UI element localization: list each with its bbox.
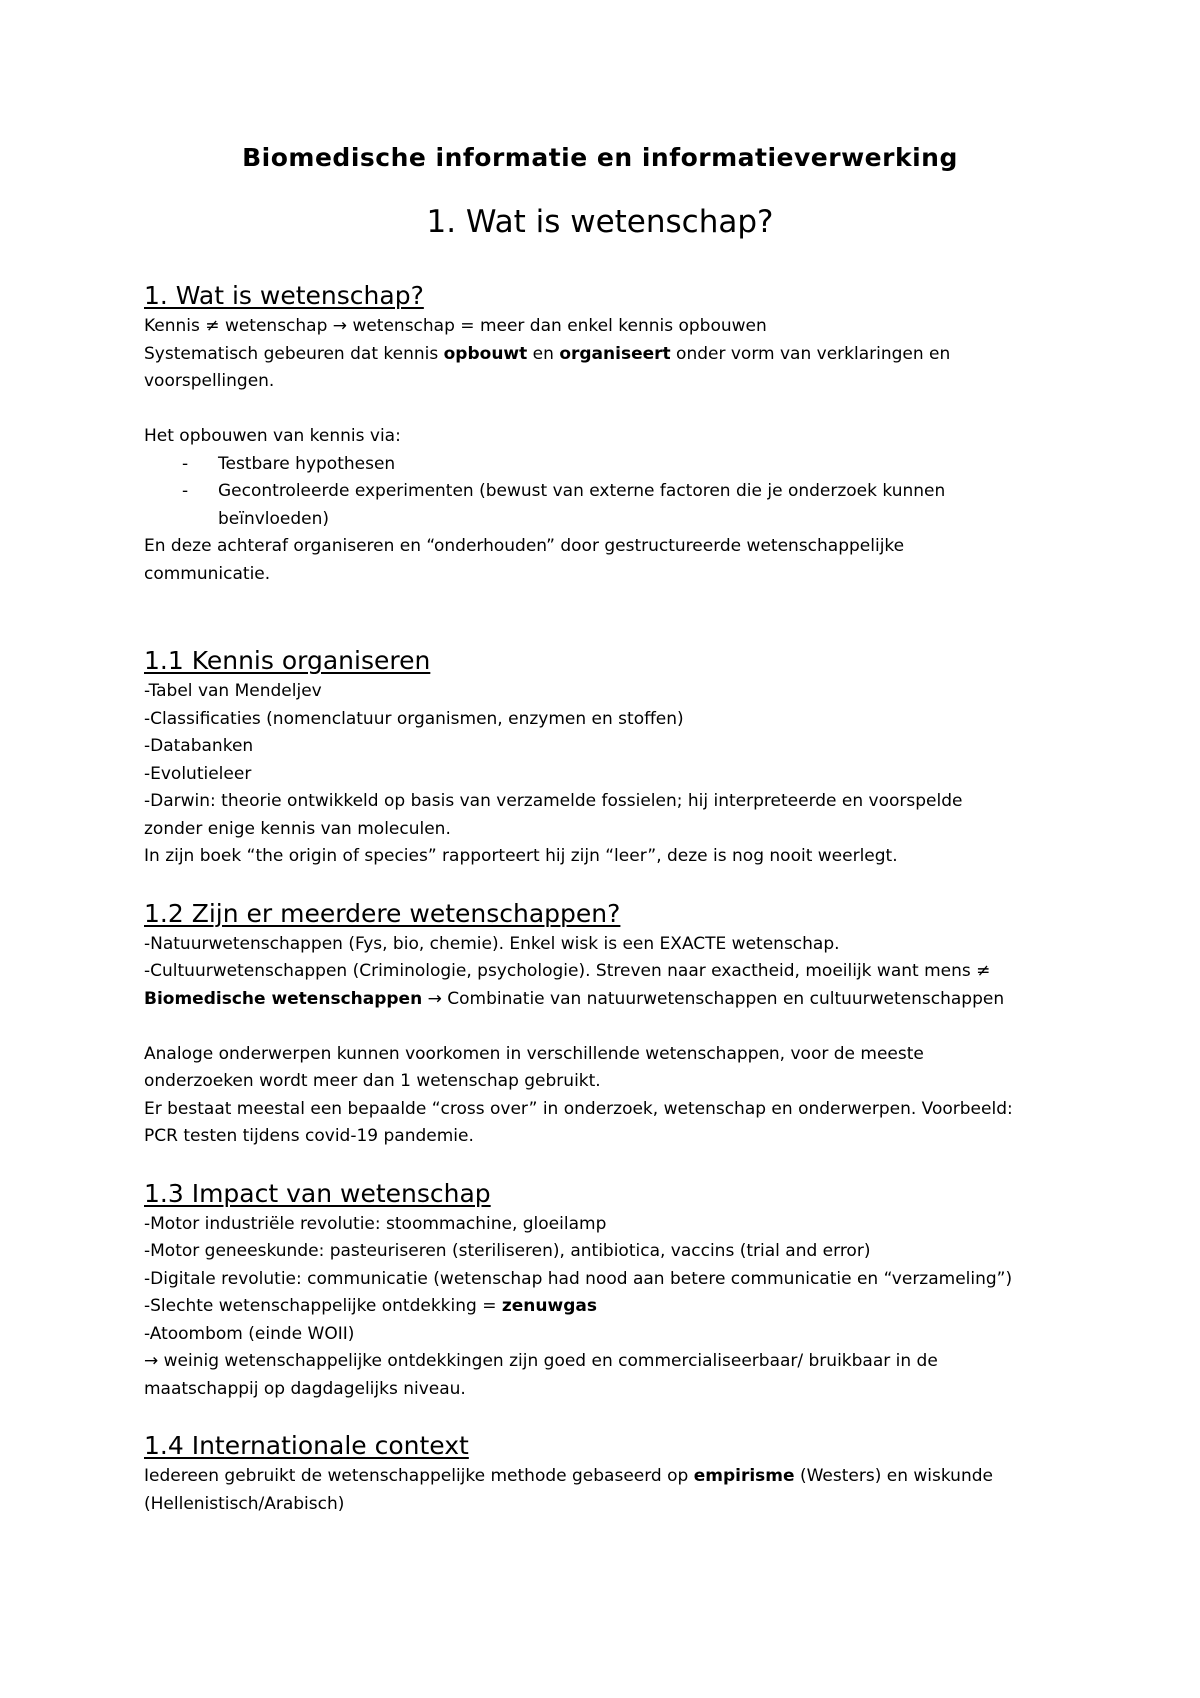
text-run: → Combinatie van natuurwetenschappen en cultuurwetenschappen bbox=[422, 988, 1005, 1009]
paragraph-line: PCR testen tijdens covid-19 pandemie. bbox=[144, 1126, 474, 1146]
bullet-dash: - bbox=[182, 453, 189, 474]
blank-line bbox=[144, 1013, 1084, 1041]
paragraph-line: maatschappij op dagdagelijks niveau. bbox=[144, 1378, 466, 1399]
paragraph-line: Kennis ≠ wetenschap → wetenschap = meer dan enkel kennis opbouwen bbox=[144, 316, 767, 336]
paragraph-line: onderzoeken wordt meer dan 1 wetenschap gebruikt. bbox=[144, 1071, 601, 1091]
paragraph-line bbox=[144, 341, 1084, 369]
paragraph-line: Er bestaat meestal een bepaalde “cross over” in onderzoek, wetenschap en onderwerpen. Voorbeeld: bbox=[144, 1098, 1013, 1119]
bold-text: Biomedische wetenschappen bbox=[144, 988, 423, 1009]
blank-line bbox=[144, 396, 1084, 424]
text-run: en bbox=[527, 343, 560, 364]
paragraph-line: voorspellingen. bbox=[144, 371, 275, 391]
list-item-text: Testbare hypothesen bbox=[218, 453, 396, 474]
paragraph-line: In zijn boek “the origin of species” rapporteert hij zijn “leer”, deze is nog nooit weerlegt. bbox=[144, 846, 898, 866]
section-heading-1-3: 1.3 Impact van wetenschap bbox=[144, 1178, 491, 1208]
chapter-title: 1. Wat is wetenschap? bbox=[426, 204, 774, 240]
paragraph-line: -Atoombom (einde WOII) bbox=[144, 1323, 355, 1344]
list-item bbox=[144, 451, 1084, 479]
paragraph-line: -Natuurwetenschappen (Fys, bio, chemie). Enkel wisk is een EXACTE wetenschap. bbox=[144, 933, 840, 954]
document-body bbox=[144, 279, 1084, 1518]
paragraph-line: Het opbouwen van kennis via: bbox=[144, 426, 401, 446]
section-heading-1-2: 1.2 Zijn er meerdere wetenschappen? bbox=[144, 898, 621, 928]
text-run: (Westers) en wiskunde bbox=[794, 1466, 993, 1486]
list-item bbox=[144, 478, 1084, 506]
paragraph-line: communicatie. bbox=[144, 563, 271, 584]
text-run: Iedereen gebruikt de wetenschappelijke methode gebaseerd op bbox=[144, 1466, 694, 1486]
bullet-dash: - bbox=[182, 481, 189, 501]
text-run: -Slechte wetenschappelijke ontdekking = bbox=[144, 1296, 502, 1316]
paragraph-line: -Databanken bbox=[144, 736, 254, 756]
paragraph-line: -Classificaties (nomenclatuur organismen, enzymen en stoffen) bbox=[144, 708, 684, 729]
section-heading-intro: 1. Wat is wetenschap? bbox=[144, 281, 424, 310]
paragraph-line: zonder enige kennis van moleculen. bbox=[144, 818, 451, 839]
paragraph-line: En deze achteraf organiseren en “onderhouden” door gestructureerde wetenschappelijke bbox=[144, 536, 905, 556]
list-item-text: Gecontroleerde experimenten (bewust van externe factoren die je onderzoek kunnen bbox=[218, 481, 946, 501]
text-run: Systematisch gebeuren dat kennis bbox=[144, 343, 444, 364]
section-heading-1-4: 1.4 Internationale context bbox=[144, 1431, 469, 1460]
paragraph-line: -Cultuurwetenschappen (Criminologie, psychologie). Streven naar exactheid, moeilijk want mens ≠ bbox=[144, 961, 991, 981]
paragraph-line: (Hellenistisch/Arabisch) bbox=[144, 1493, 345, 1514]
bold-text: empirisme bbox=[693, 1466, 795, 1486]
list-item-continuation: beïnvloeden) bbox=[218, 508, 330, 529]
paragraph-line: -Darwin: theorie ontwikkeld op basis van verzamelde fossielen; hij interpreteerde en voorspelde bbox=[144, 791, 963, 811]
paragraph-line: -Motor industriële revolutie: stoommachine, gloeilamp bbox=[144, 1213, 607, 1234]
paragraph-line bbox=[144, 1293, 1084, 1321]
section-heading-1-1: 1.1 Kennis organiseren bbox=[144, 646, 431, 675]
paragraph-line: -Motor geneeskunde: pasteuriseren (steriliseren), antibiotica, vaccins (trial and error) bbox=[144, 1241, 871, 1261]
paragraph-line: -Tabel van Mendeljev bbox=[144, 681, 322, 701]
paragraph-line: -Evolutieleer bbox=[144, 763, 252, 784]
bold-text: opbouwt bbox=[443, 343, 528, 364]
paragraph-line bbox=[144, 986, 1084, 1014]
bold-text: zenuwgas bbox=[501, 1296, 597, 1316]
bold-text: organiseert bbox=[559, 343, 671, 364]
paragraph-line bbox=[144, 1463, 1084, 1491]
document-title: Biomedische informatie en informatieverwerking bbox=[242, 143, 958, 172]
paragraph-line: Analoge onderwerpen kunnen voorkomen in verschillende wetenschappen, voor de meeste bbox=[144, 1043, 924, 1064]
paragraph-line: → weinig wetenschappelijke ontdekkingen zijn goed en commercialiseerbaar/ bruikbaar in de bbox=[144, 1351, 938, 1371]
paragraph-line: -Digitale revolutie: communicatie (wetenschap had nood aan betere communicatie en “verzameling”) bbox=[144, 1268, 1013, 1289]
text-run: onder vorm van verklaringen en bbox=[670, 343, 951, 364]
